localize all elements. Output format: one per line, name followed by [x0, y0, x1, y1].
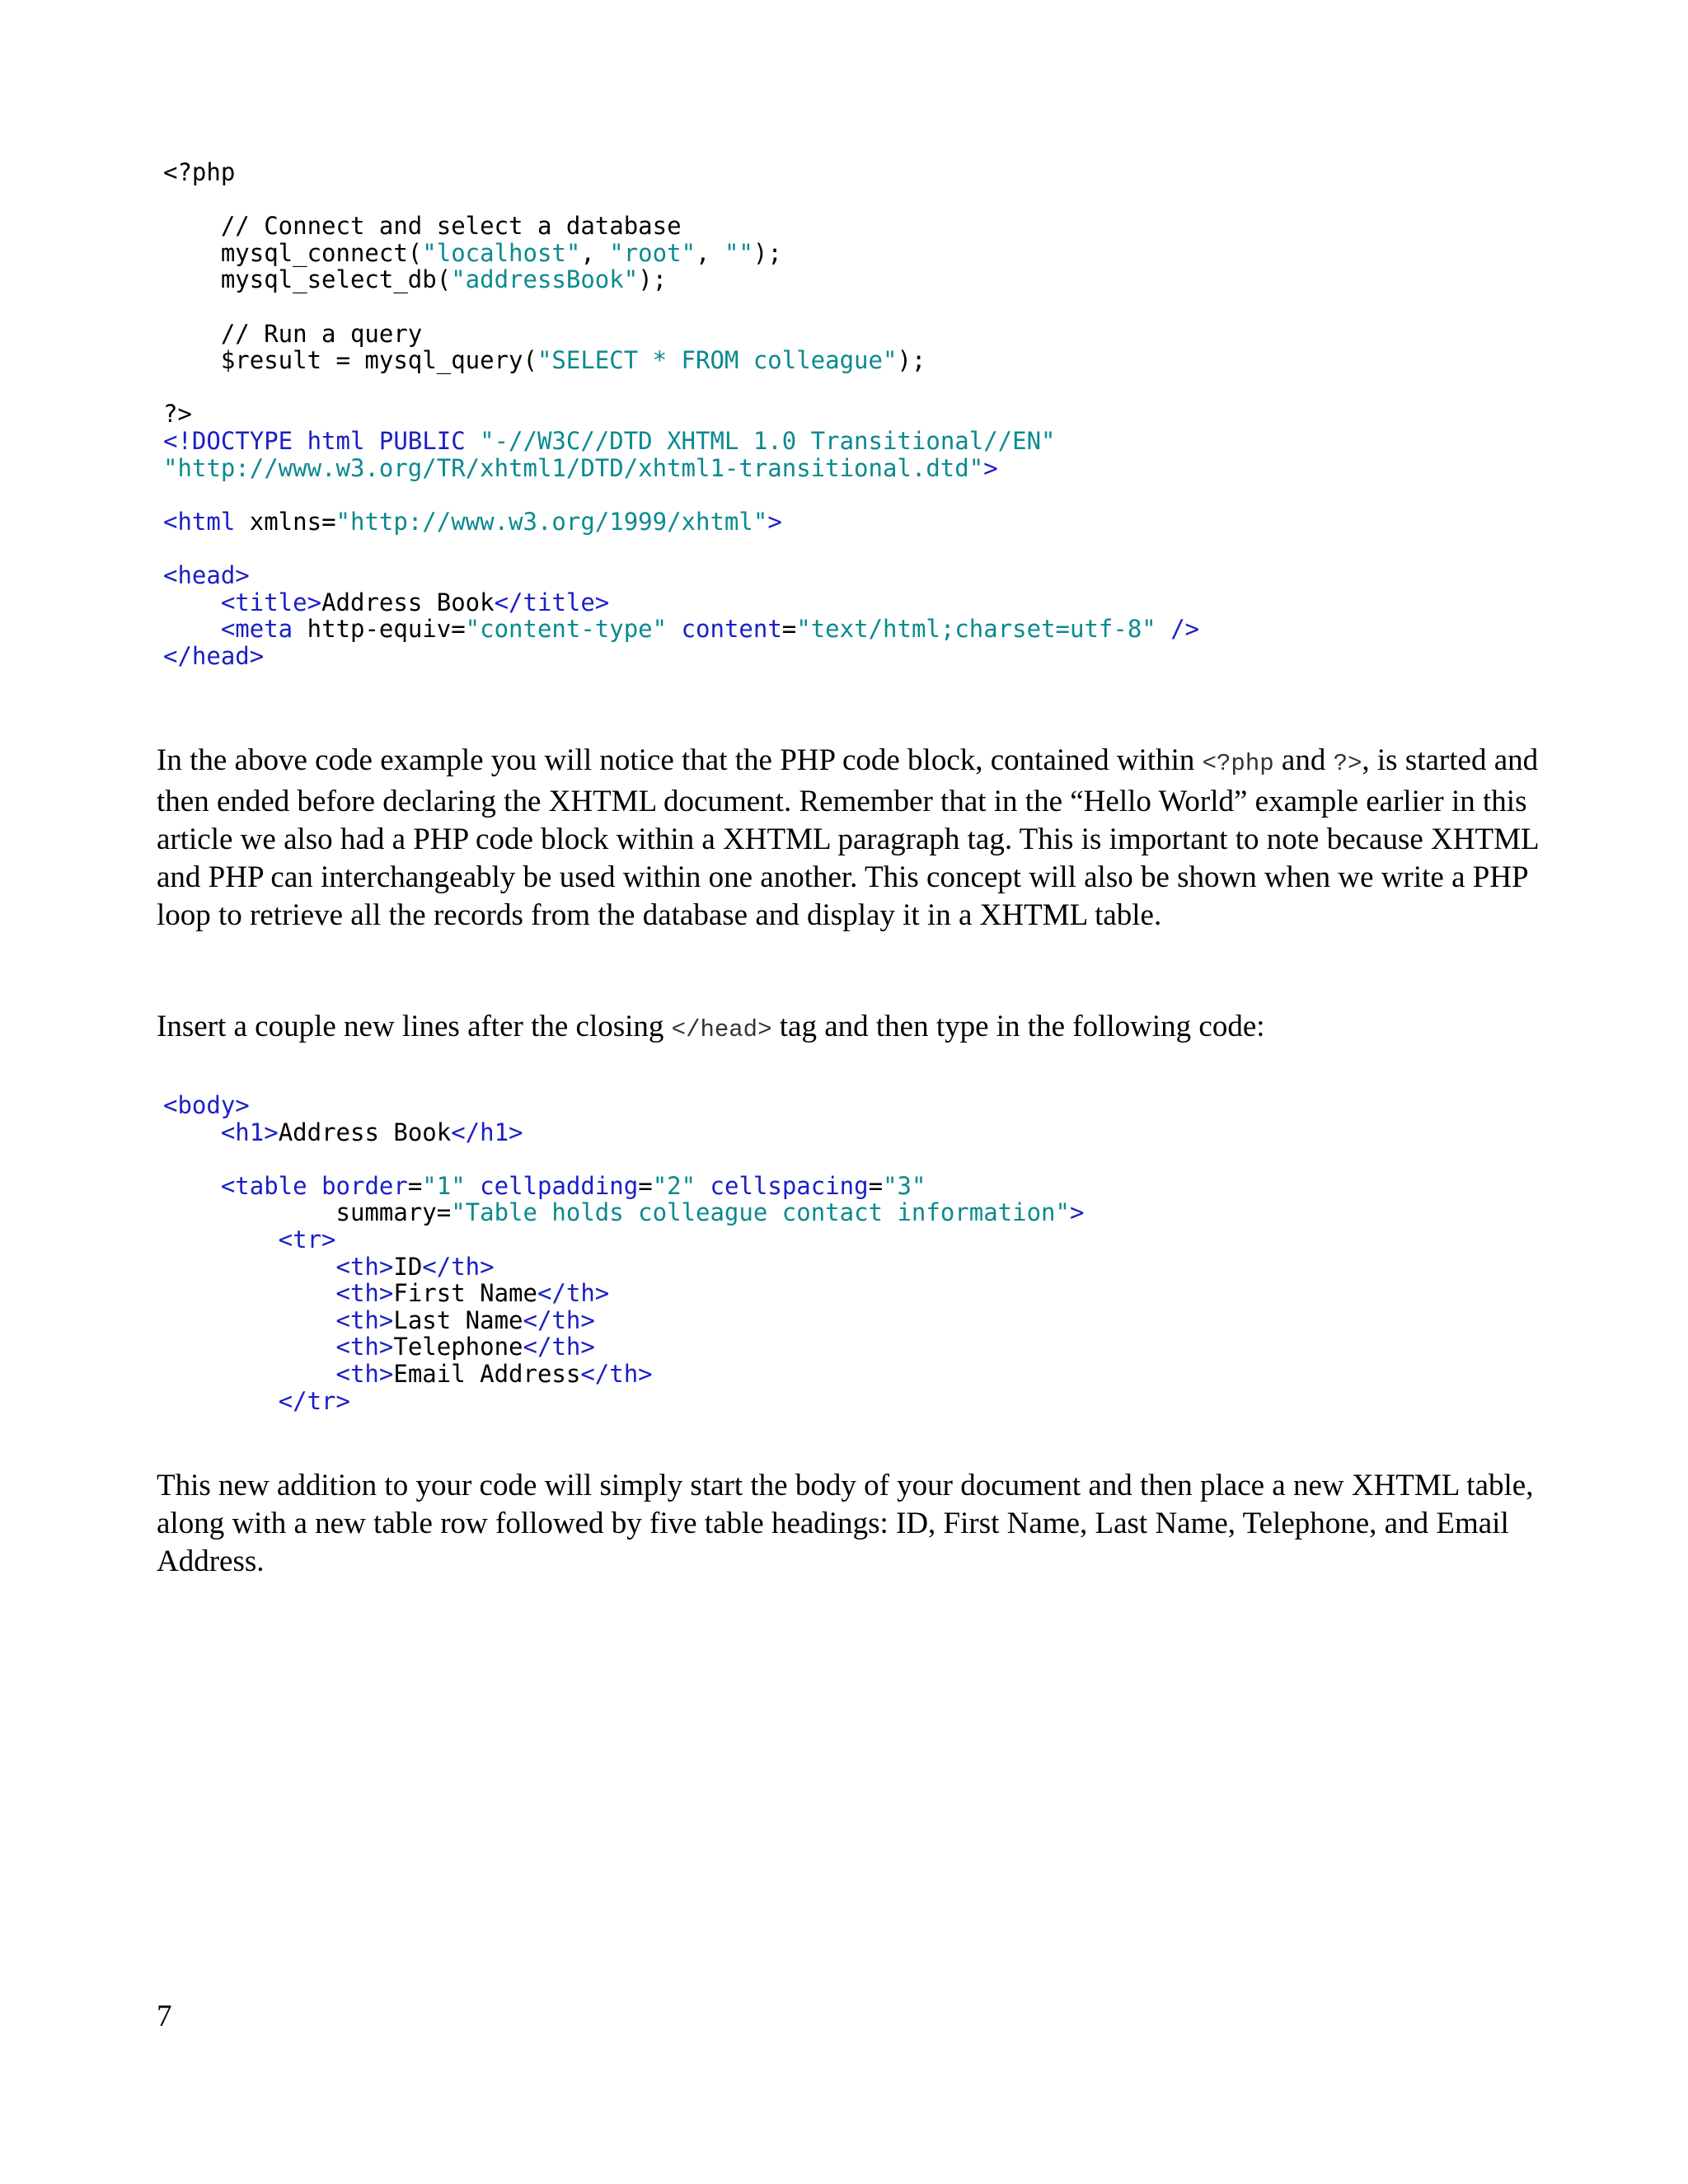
code-token: <th>	[163, 1333, 394, 1361]
paragraph-text: and	[1273, 743, 1334, 777]
code-line	[163, 1333, 1084, 1361]
paragraph-php-explanation	[157, 742, 1541, 935]
code-line	[163, 293, 1199, 321]
code-line	[163, 1146, 1084, 1173]
code-token: </head>	[163, 641, 265, 670]
code-token: =	[868, 1171, 884, 1200]
code-token: Telephone	[393, 1333, 523, 1361]
code-token: <meta	[163, 615, 307, 644]
code-token: ID	[393, 1252, 423, 1281]
code-token: "-//W3C//DTD XHTML 1.0 Transitional//EN"	[480, 426, 1056, 455]
code-line	[163, 1199, 1084, 1226]
code-token: <title>	[163, 588, 322, 616]
code-token: // Connect and select a database	[163, 212, 682, 241]
code-line	[163, 1388, 1084, 1415]
code-token: );	[638, 265, 668, 294]
code-line	[163, 321, 1199, 348]
code-token: summary=	[163, 1198, 452, 1227]
paragraph-text: tag and then type in the following code:	[771, 1010, 1265, 1043]
code-line	[163, 1173, 1084, 1200]
code-token: ,	[696, 238, 724, 267]
code-token: );	[753, 238, 782, 267]
code-line	[163, 1119, 1084, 1146]
code-token: );	[897, 346, 926, 375]
code-token: cellspacing	[710, 1171, 869, 1200]
inline-code-head-close: </head>	[671, 1016, 772, 1043]
code-line	[163, 455, 1199, 482]
code-token: <th>	[163, 1252, 394, 1281]
code-token: http-equiv=	[307, 615, 466, 644]
code-token: <body>	[163, 1091, 250, 1119]
code-token: <th>	[163, 1359, 394, 1388]
code-line	[163, 1280, 1084, 1307]
code-token: <tr>	[163, 1225, 336, 1254]
code-token: ""	[724, 238, 753, 267]
code-token: ?>	[163, 400, 192, 429]
code-line	[163, 1254, 1084, 1281]
code-line	[163, 589, 1199, 616]
code-line	[163, 1307, 1084, 1334]
code-token: <?php	[163, 158, 236, 186]
code-token	[466, 1172, 480, 1200]
code-token: >	[1069, 1198, 1085, 1227]
code-token: "SELECT * FROM colleague"	[537, 346, 898, 375]
code-token: "localhost"	[422, 238, 581, 267]
php-code-block	[163, 159, 1199, 669]
page-number: 7	[157, 1999, 172, 2033]
code-token: >	[767, 507, 782, 536]
code-line	[163, 186, 1199, 213]
code-token: mysql_connect(	[163, 238, 423, 267]
code-token: =	[407, 1171, 423, 1200]
code-token: <th>	[163, 1279, 394, 1308]
code-token: "addressBook"	[451, 265, 639, 294]
code-token: <table	[163, 1171, 322, 1200]
code-line	[163, 643, 1199, 670]
code-line	[163, 401, 1199, 428]
paragraph-text: In the above code example you will notice that the PHP code block, contained within	[157, 743, 1203, 777]
code-token: =	[781, 615, 797, 644]
code-line	[163, 1361, 1084, 1388]
code-token: "2"	[652, 1171, 696, 1200]
code-token: <th>	[163, 1305, 394, 1334]
code-token	[667, 615, 681, 643]
code-line	[163, 535, 1199, 562]
code-token: Last Name	[393, 1305, 523, 1334]
inline-code-php-close: ?>	[1333, 750, 1362, 777]
paragraph-text: , is started and then ended before declaring the XHTML document. Remember that in the “Hello World” example earlier in this article we also had a PHP code block within a XHTML paragraph tag. This is important to note because XHTML and PHP can interchangeably be used within one another. This concept will also be shown when we write a PHP loop to retrieve all the records from the database and display it in a XHTML table.	[157, 743, 1539, 932]
paragraph-table-explanation: This new addition to your code will simply start the body of your document and then place a new XHTML table, along with a new table row followed by five table headings: ID, First Name, Last Name, Telephone, and Email Address.	[157, 1469, 1534, 1578]
code-line	[163, 213, 1199, 240]
code-token: Email Address	[393, 1359, 581, 1388]
code-token: </th>	[537, 1279, 610, 1308]
code-token: ,	[580, 238, 610, 267]
code-token: "3"	[883, 1171, 926, 1200]
code-line	[163, 509, 1199, 536]
code-line	[163, 374, 1199, 401]
code-token: mysql_select_db(	[163, 265, 452, 294]
code-token: xmlns=	[249, 507, 336, 536]
code-token: <h1>	[163, 1118, 279, 1146]
code-line	[163, 616, 1199, 643]
code-token: <!DOCTYPE html PUBLIC	[163, 426, 481, 455]
code-token: </h1>	[451, 1118, 523, 1146]
code-token: </title>	[494, 588, 610, 616]
xhtml-table-code-block	[163, 1092, 1084, 1414]
code-token: </th>	[523, 1305, 595, 1334]
code-token: border	[321, 1171, 408, 1200]
code-line	[163, 1092, 1084, 1119]
code-token: </th>	[580, 1359, 653, 1388]
code-token: First Name	[393, 1279, 537, 1308]
code-line	[163, 159, 1199, 186]
code-token: "Table holds colleague contact information"	[451, 1198, 1070, 1227]
code-line	[163, 266, 1199, 293]
code-token: "text/html;charset=utf-8"	[796, 615, 1156, 644]
code-token: content	[681, 615, 782, 644]
code-token: </tr>	[163, 1386, 350, 1415]
code-token: </th>	[523, 1333, 595, 1361]
inline-code-php-open: <?php	[1202, 750, 1274, 777]
code-token: =	[638, 1171, 653, 1200]
code-token: Address Book	[321, 588, 495, 616]
code-token	[696, 1172, 710, 1200]
paragraph-text: Insert a couple new lines after the closing	[157, 1010, 672, 1043]
code-line	[163, 347, 1199, 374]
code-line	[163, 240, 1199, 267]
code-token: "1"	[422, 1171, 466, 1200]
code-token: "http://www.w3.org/TR/xhtml1/DTD/xhtml1-transitional.dtd"	[163, 453, 984, 482]
code-line	[163, 428, 1199, 455]
code-token: </th>	[422, 1252, 495, 1281]
code-token: />	[1156, 615, 1200, 644]
code-token: "content-type"	[465, 615, 668, 644]
code-token: "root"	[609, 238, 696, 267]
code-line	[163, 481, 1199, 509]
code-token: "http://www.w3.org/1999/xhtml"	[335, 507, 768, 536]
paragraph-insert-instructions	[157, 1008, 1541, 1049]
code-token: Address Book	[278, 1118, 452, 1146]
code-token: <html	[163, 507, 250, 536]
code-token: cellpadding	[480, 1171, 639, 1200]
code-token: >	[983, 453, 998, 482]
code-token: // Run a query	[163, 319, 423, 348]
code-token: <head>	[163, 560, 250, 589]
code-line	[163, 1226, 1084, 1254]
code-line	[163, 562, 1199, 589]
code-token: $result = mysql_query(	[163, 346, 537, 375]
